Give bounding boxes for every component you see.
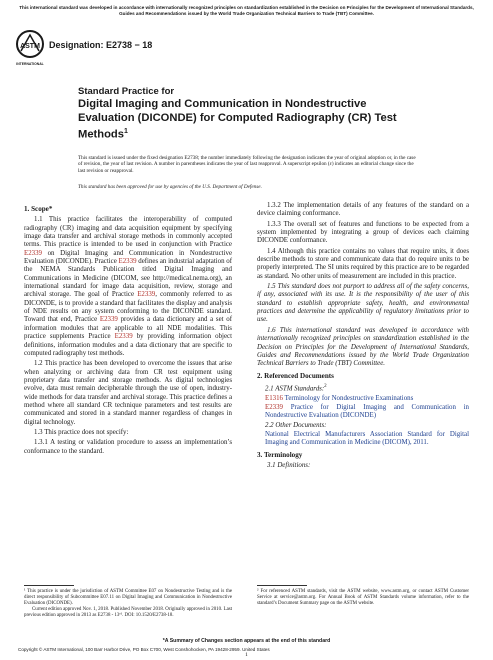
footnote-divider-left: [24, 585, 74, 586]
copyright-line: Copyright © ASTM International, 100 Barr Harbor Drive, PO Box C700, West Conshohocken, PA 19428-2959. United States: [18, 647, 270, 652]
astm-logo: [15, 29, 45, 69]
svg-text:INTERNATIONAL: INTERNATIONAL: [16, 62, 44, 66]
page-title: [78, 98, 418, 142]
title-block: [78, 86, 418, 142]
right-column: [257, 202, 469, 472]
paragraph-1-1: [24, 216, 232, 358]
paragraph-1-4: 1.4 Although this practice contains no values that require units, it does describe methods to store and communicate data that do require units to be properly interpreted. The SI units required by this practice are to be regarded as standard. No other units of measurement are included in this practice.: [257, 247, 469, 280]
terminology-heading: 3. Terminology: [257, 450, 303, 459]
footnote-1-edition: Current edition approved Nov. 1, 2018. Published November 2018. Originally approved in 2010. Last previous edition approved in 2013 as E2738 - 13ᵉ¹. DOI: 10.1520/E2738-18.: [24, 606, 232, 618]
scope-heading: 1. Scope*: [24, 205, 53, 213]
paragraph-1-3: 1.3 This practice does not specify:: [34, 428, 129, 436]
text-run: provides a data dictionary and a set of information modules that are applicable to all NDE modalities. This practice supplements Practice: [24, 316, 232, 341]
ref-link-e2339[interactable]: E2339: [114, 333, 133, 341]
footnote-1-text: ¹ This practice is under the jurisdiction of ASTM Committee E07 on Nondestructive Testing and is the direct responsibility of Subcommittee E07.11 on Digital Imaging and Communication in Nondestructive Evaluation (DICONDE).: [24, 589, 232, 606]
paragraph-1-3-3: 1.3.3 The overall set of features and functions to be expected from a system implemented by integrating a group of devices each claiming DICONDE conformance.: [257, 220, 469, 245]
ref-link-e1316[interactable]: E1316: [265, 394, 283, 402]
title-text: Digital Imaging and Communication in Nondestructive Evaluation (DICONDE) for Computed Radiography (CR) Test Methods: [78, 98, 397, 141]
text-run: by providing information object definitions, information modules and a data dictionary that are specific to computed radiography test methods.: [24, 333, 232, 357]
ref-link-e2339[interactable]: E2339: [137, 291, 156, 299]
issue-statement: This standard is issued under the fixed designation E2738; the number immediately following the designation indicates the year of original adoption or, in the case of revision, the year of last revision. A number in parentheses indicates the year of last reapproval. A superscript epsilon (ε) indicates an editorial change since the last revision or reapproval.: [78, 155, 416, 174]
svg-text:ASTM: ASTM: [20, 43, 40, 50]
text-run: 1.1 This practice facilitates the interoperability of computed radiography (CR) imaging and data acquisition equipment by specifying image data transfer and archival storage methods in commonly accepted terms. This practice is intended to be used in conjunction with Practice: [24, 216, 232, 249]
text-run: , commonly referred to as DICONDE, is to provide a standard that facilitates the display and analysis of NDE results on any system conforming to the DICONDE standard. Toward that end, Practice: [24, 291, 232, 324]
astm-standards-text: 2.1 ASTM Standards:: [265, 385, 325, 393]
referenced-documents-heading: 2. Referenced Documents: [257, 371, 334, 380]
ref-link-e2339[interactable]: E2339: [24, 249, 42, 257]
ref-link-e2339[interactable]: E2339: [118, 258, 137, 266]
astm-standards-label: [265, 383, 469, 394]
other-documents-label: 2.2 Other Documents:: [265, 421, 327, 429]
reference-nema-dicom[interactable]: National Electrical Manufacturers Association Standard for Digital Imaging and Communication in Medicine (DICOM), 2011.: [265, 430, 469, 447]
designation: Designation: E2738 − 18: [49, 40, 153, 50]
approval-statement: This standard has been approved for use by agencies of the U.S. Department of Defense.: [78, 184, 262, 190]
page-number: 1: [245, 652, 248, 658]
paragraph-1-6: 1.6 This international standard was developed in accordance with internationally recognized principles on standardization established in the Decision on Principles for the Development of International Standards, Guides and Recommendations issued by the World Trade Organization Technical Barriers to Trade (TBT) Committee.: [257, 326, 469, 368]
paragraph-1-5: 1.5 This standard does not purport to address all of the safety concerns, if any, associated with its use. It is the responsibility of the user of this standard to establish appropriate safety, health, and environmental practices and determine the applicability of regulatory limitations prior to use.: [257, 283, 469, 324]
paragraph-1-2: 1.2 This practice has been developed to overcome the issues that arise when analyzing or archiving data from CR test equipment using proprietary data transfer and storage methods. As digital technologies evolve, data must remain decipherable through the use of open, industry-wide methods for data transfer and archival storage. This practice defines a method where all standard CR technique parameters and test results are communicated and stored in a standard manner regardless of changes in digital technology.: [24, 360, 232, 426]
footnote-2: ² For referenced ASTM standards, visit the ASTM website, www.astm.org, or contact ASTM Customer Service at service@astm.org. For Annual Book of ASTM Standards volume information, refer to the standard’s Document Summary page on the ASTM website.: [257, 589, 469, 606]
title-footnote-mark: 1: [124, 128, 128, 135]
text-run: on Digital Imaging and Communication in Nondestructive Evaluation (DICONDE). Practice: [24, 249, 232, 266]
footnote-1: [24, 589, 232, 619]
ref-link-e2339[interactable]: E2339: [99, 316, 118, 324]
left-column: [24, 202, 232, 458]
ref-title-e2339[interactable]: Practice for Digital Imaging and Communication in Nondestructive Evaluation (DICONDE): [265, 403, 469, 420]
reference-e2339: [265, 404, 469, 421]
footnote-mark: 2: [324, 383, 327, 389]
footnote-divider-right: [257, 585, 307, 586]
reference-e1316: [265, 395, 469, 403]
ref-title-e1316[interactable]: Terminology for Nondestructive Examinations: [283, 394, 414, 402]
standards-notice: This international standard was developed in accordance with internationally recognized principles on standardization established in the Decision on Principles for the Development of International Standards, Guides and Recommendations issued by the World Trade Organization Technical Barriers to Trade (TBT) Committee.: [19, 5, 474, 16]
ref-link-e2339[interactable]: E2339: [265, 403, 283, 411]
paragraph-1-3-2: 1.3.2 The implementation details of any features of the standard on a device claiming conformance.: [257, 202, 469, 218]
paragraph-1-3-1: 1.3.1 A testing or validation procedure to assess an implementation’s conformance to the standard.: [24, 439, 232, 455]
paragraph-3-1: 3.1 Definitions:: [267, 461, 311, 469]
summary-of-changes-notice: *A Summary of Changes section appears at the end of this standard: [162, 638, 331, 644]
title-standard-label: Standard Practice for: [78, 86, 175, 97]
text-run: defines an industrial adaptation of the NEMA Standards Publication titled Digital Imaging and Communications in Medicine (DICOM, see http://medical.nema.org), an international standard for image data acquisition, review, storage and archival storage. The goal of Practice: [24, 258, 233, 299]
